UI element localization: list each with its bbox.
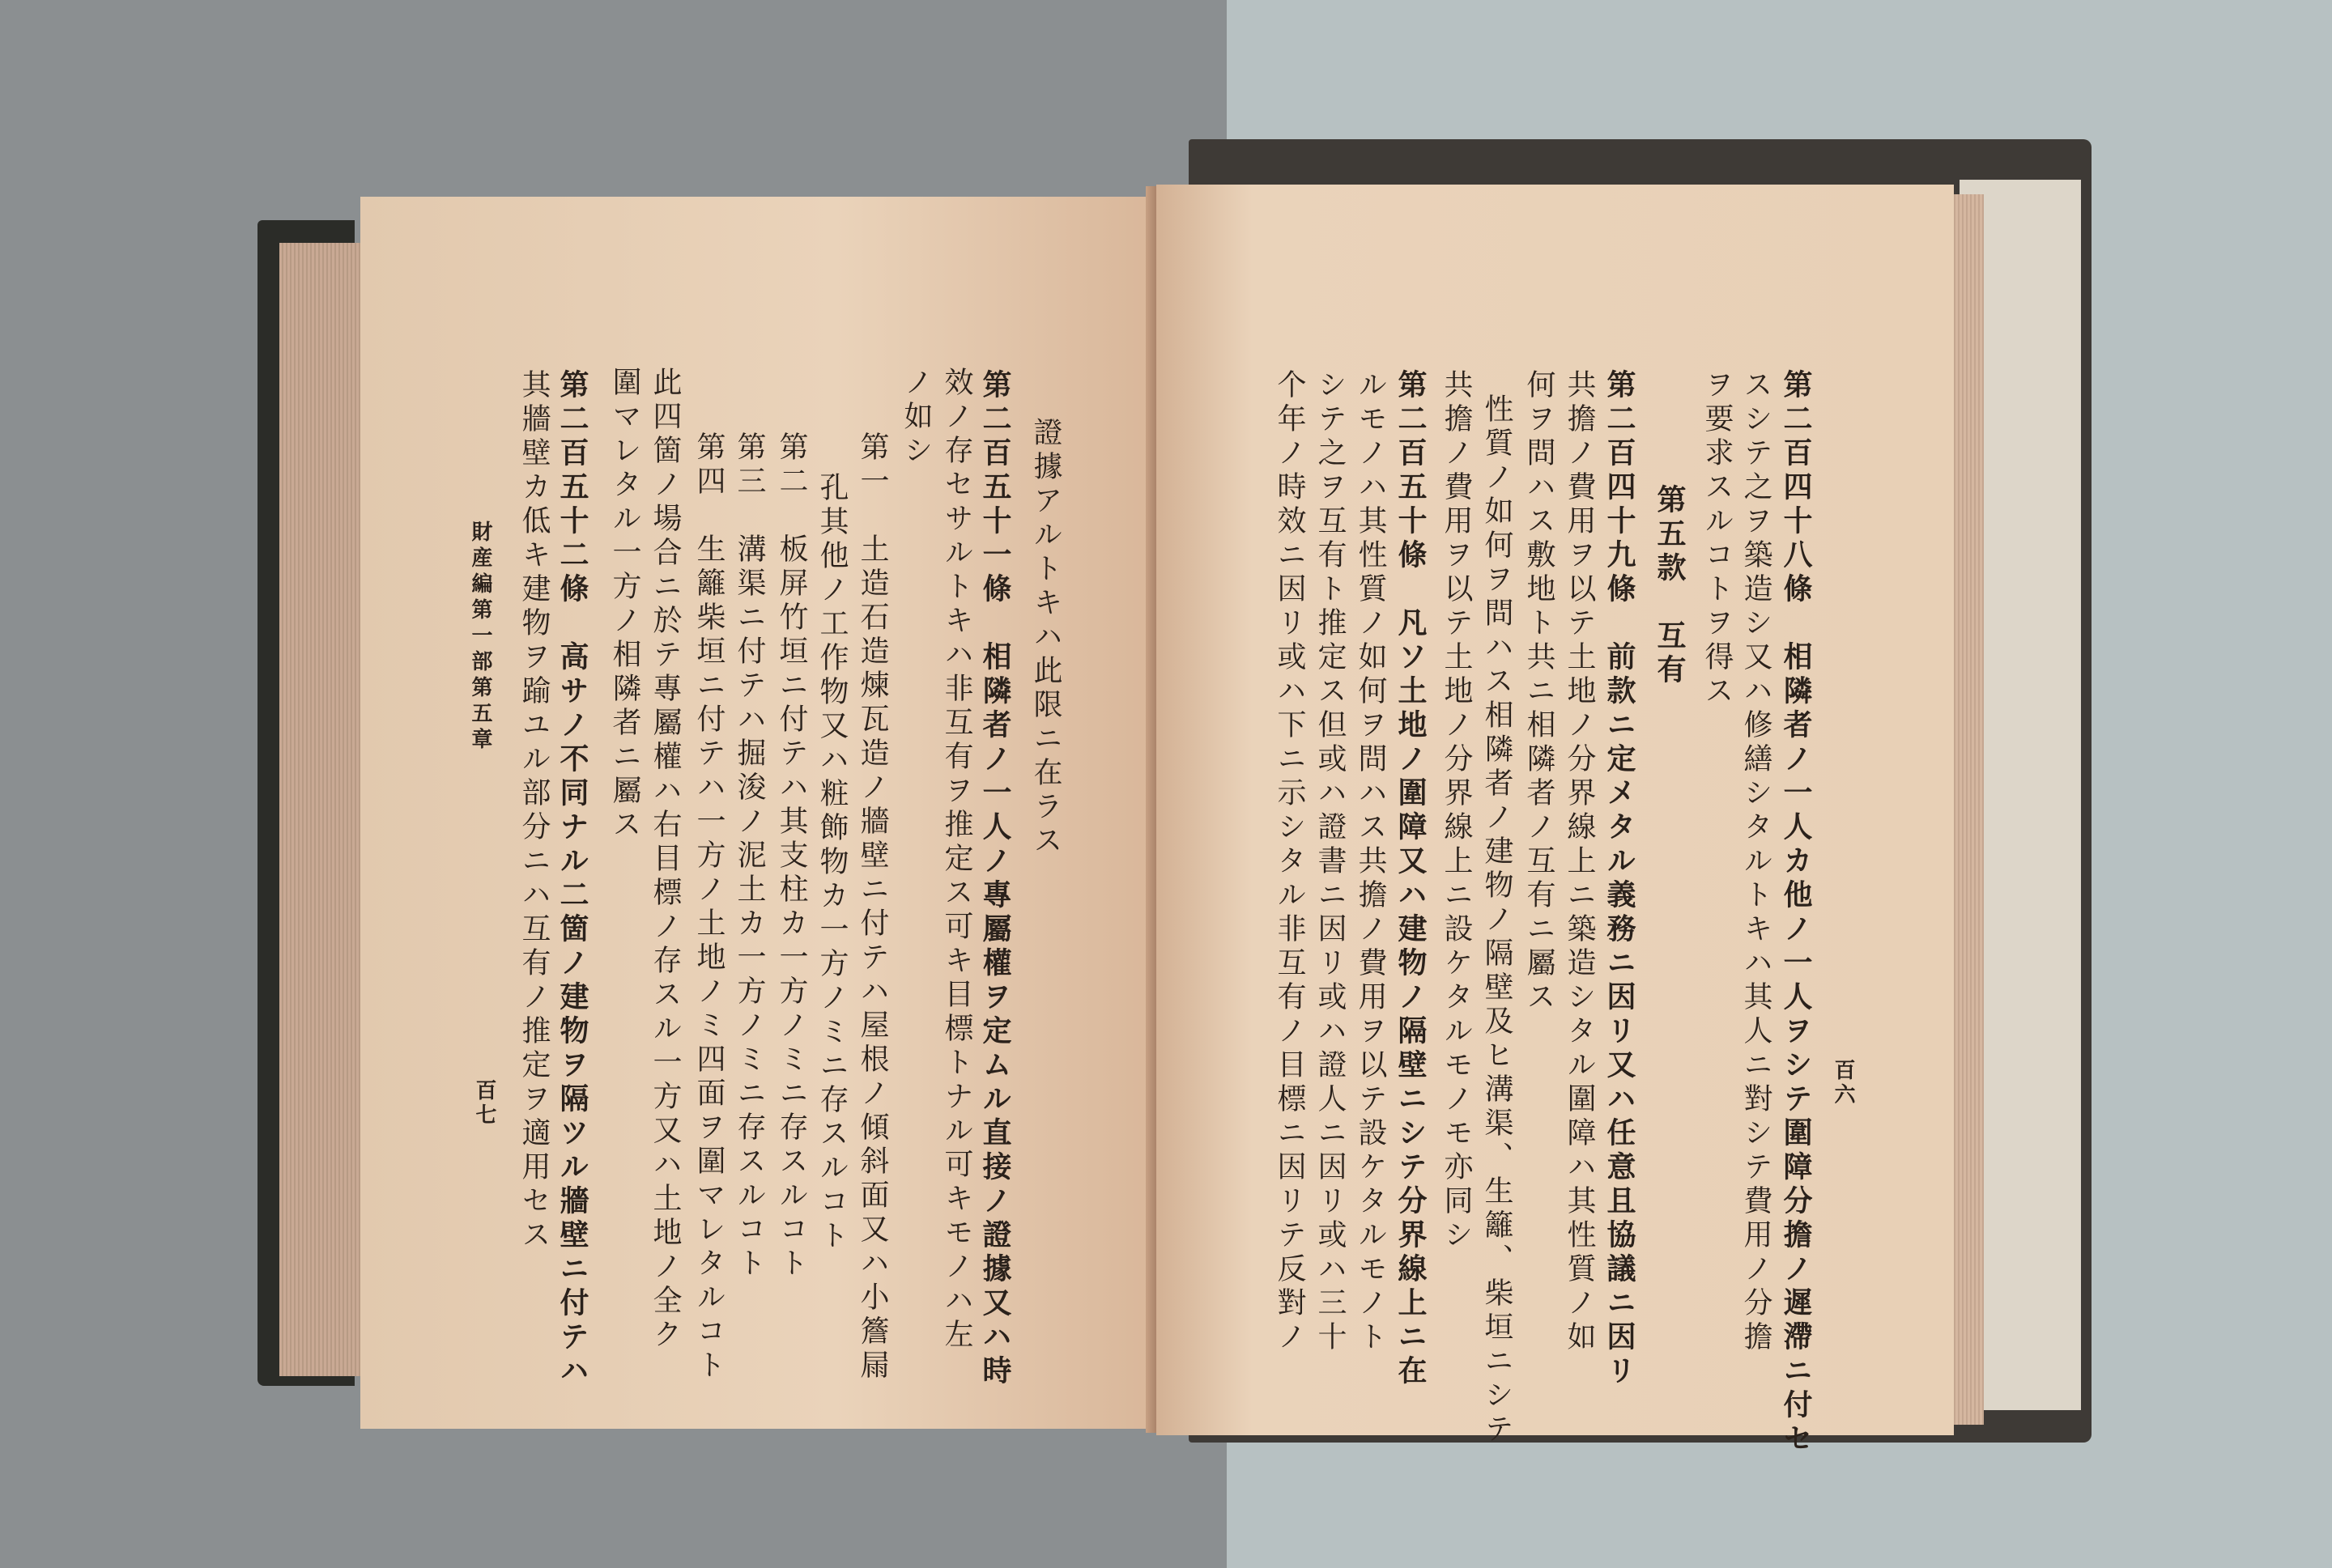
text-column: 何ヲ問ハス敷地ト共ニ相隣者ノ互有ニ屬ス [1522, 369, 1555, 1015]
text-column: スシテ之ヲ築造シ又ハ修繕シタルトキハ其人ニ對シテ費用ノ分擔 [1739, 369, 1772, 1355]
text-column: ノ如シ [900, 367, 933, 469]
article-column: 第二百四十九條 前款ニ定メタル義務ニ因リ又ハ任意且協議ニ因リ [1602, 369, 1636, 1389]
text-column: 第四 生籬柴垣ニ付テハ一方ノ土地ノミ四面ヲ圍マレタルコト [692, 431, 726, 1383]
text-column: 第三 溝渠ニ付テハ掘浚ノ泥土カ一方ノミニ存スルコト [733, 431, 766, 1281]
text-column: 第二 板屏竹垣ニ付テハ其支柱カ一方ノミニ存スルコト [775, 431, 808, 1281]
section-heading: 第五款 互有 [1653, 484, 1687, 688]
text-column: 證據アルトキハ此限ニ在ラス [1029, 417, 1062, 859]
article-column: 第二百五十條 凡ソ土地ノ圍障又ハ建物ノ隔壁ニシテ分界線上ニ在 [1394, 369, 1428, 1389]
text-column: 第一 土造石造煉瓦造ノ牆壁ニ付テハ屋根ノ傾斜面又ハ小簷屚 [856, 431, 889, 1383]
text-column: ルモノハ其性質ノ如何ヲ問ハス共擔ノ費用ヲ以テ設ケタルモノト [1354, 369, 1387, 1355]
page-number: 百六 [1831, 1059, 1855, 1107]
text-column: 其牆壁カ低キ建物ヲ踰ユル部分ニハ互有ノ推定ヲ適用セス [517, 369, 551, 1253]
text-column: ヲ要求スルコトヲ得ス [1700, 369, 1734, 709]
text-column: 共擔ノ費用ヲ以テ土地ノ分界線上ニ築造シタル圍障ハ其性質ノ如 [1563, 369, 1596, 1355]
article-column: 第二百四十八條 相隣者ノ一人カ他ノ一人ヲシテ圍障分擔ノ遲滯ニ付セ [1779, 369, 1813, 1457]
article-column: 第二百五十一條 相隣者ノ一人ノ專屬權ヲ定ムル直接ノ證據又ハ時 [978, 369, 1012, 1389]
text-column: 孔其他ノ工作物又ハ粧飾物カ一方ノミニ存スルコト [815, 472, 849, 1254]
running-head: 財産編第一部第五章 [468, 521, 492, 754]
left-page [360, 197, 1152, 1429]
right-page [1156, 185, 1954, 1457]
text-column: 效ノ存セサルトキハ非互有ヲ推定ス可キ目標トナル可キモノハ左 [940, 367, 973, 1353]
text-column: 共擔ノ費用ヲ以テ土地ノ分界線上ニ設ケタルモノモ亦同シ [1440, 369, 1473, 1253]
text-column: 性質ノ如何ヲ問ハス相隣者ノ建物ノ隔壁及ヒ溝渠、生籬、柴垣ニシテ [1480, 393, 1513, 1447]
text-column: 个年ノ時效ニ因リ或ハ下ニ示シタル非互有ノ目標ニ因リテ反對ノ [1273, 369, 1306, 1355]
page-number: 百七 [472, 1079, 496, 1128]
text-column: 圍マレタル一方ノ相隣者ニ屬ス [608, 367, 641, 843]
text-column: シテ之ヲ互有ト推定ス但或ハ證書ニ因リ或ハ證人ニ因リ或ハ三十 [1313, 369, 1347, 1355]
text-column: 此四箇ノ場合ニ於テ專屬權ハ右目標ノ存スル一方又ハ土地ノ全ク [649, 367, 682, 1353]
page-edges-left [279, 243, 360, 1376]
article-column: 第二百五十二條 高サノ不同ナル二箇ノ建物ヲ隔ツル牆壁ニ付テハ [555, 369, 589, 1389]
